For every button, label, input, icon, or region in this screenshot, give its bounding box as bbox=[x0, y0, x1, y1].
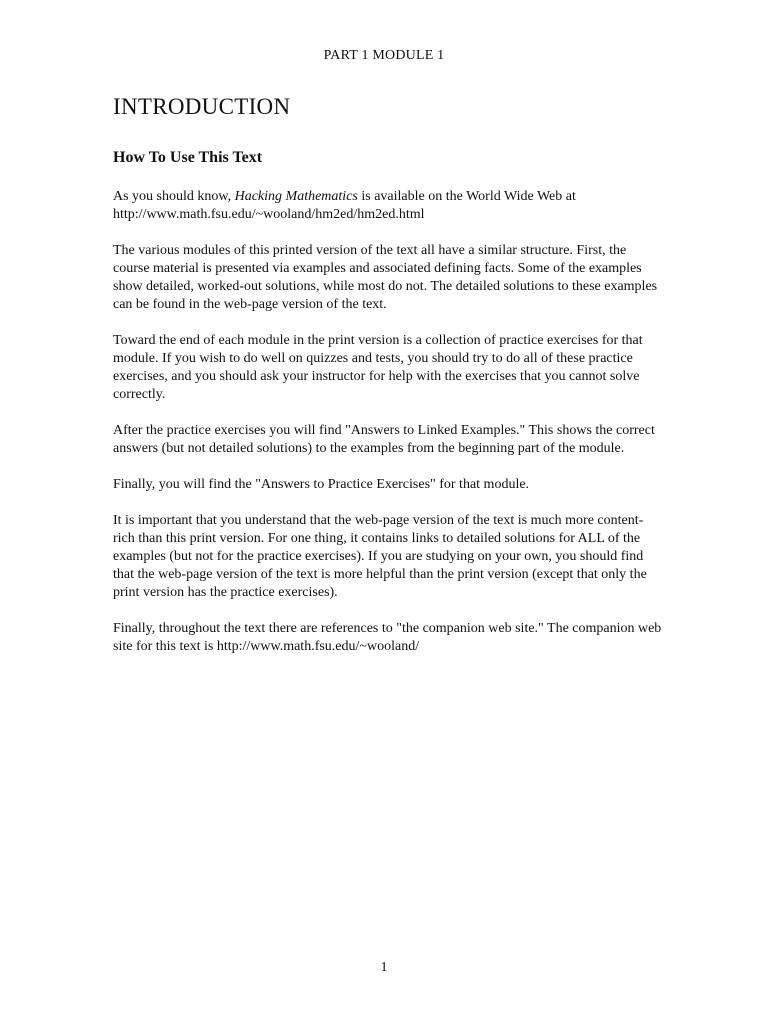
page-number: 1 bbox=[380, 960, 388, 975]
paragraph-text: is available on the World Wide Web at bbox=[357, 189, 576, 204]
paragraph-text: As you should know, bbox=[113, 189, 235, 204]
paragraph-web-version: It is important that you understand that the web-page version of the text is much more content-rich than this print version. For one thing, it contains links to detailed solutions for ALL of the examples (but not for the practice exercises). If you are studying on your own, you should find that the web-page version of the text is more helpful than the print version (except that only the print version has the practice exercises). bbox=[113, 513, 647, 600]
paragraph-web-availability bbox=[113, 188, 665, 224]
page-content bbox=[113, 92, 665, 674]
book-title: Hacking Mathematics bbox=[234, 189, 358, 204]
paragraph-companion-site: Finally, throughout the text there are references to "the companion web site." The companion web site for this text is http://www.math.fsu.edu/~wooland/ bbox=[113, 621, 662, 654]
paragraph-practice-exercises: Toward the end of each module in the print version is a collection of practice exercises for that module. If you wish to do well on quizzes and tests, you should try to do all of these practice exercises, and you should ask your instructor for help with the exercises that you cannot solve correctly. bbox=[113, 333, 643, 402]
paragraph-module-structure: The various modules of this printed version of the text all have a similar structure. First, the course material is presented via examples and associated defining facts. Some of the examples show detailed, worked-out solutions, while most do not. The detailed solutions to these examples can be found in the web-page version of the text. bbox=[113, 243, 658, 312]
chapter-title: INTRODUCTION bbox=[113, 94, 291, 119]
paragraph-practice-answers: Finally, you will find the "Answers to Practice Exercises" for that module. bbox=[113, 477, 530, 492]
section-title: How To Use This Text bbox=[113, 149, 263, 166]
paragraph-linked-answers: After the practice exercises you will find "Answers to Linked Examples." This shows the correct answers (but not detailed solutions) to the examples from the beginning part of the module. bbox=[113, 423, 655, 456]
textbook-url: http://www.math.fsu.edu/~wooland/hm2ed/hm2ed.html bbox=[113, 207, 425, 222]
running-header: PART 1 MODULE 1 bbox=[323, 48, 445, 63]
